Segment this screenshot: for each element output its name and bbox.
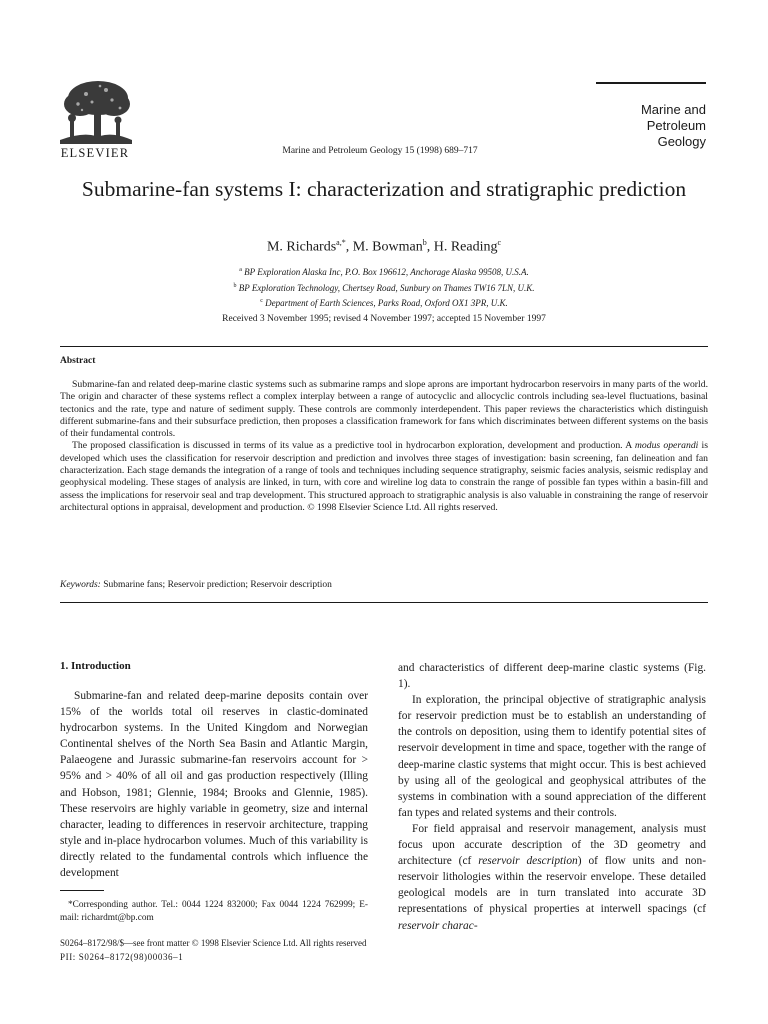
journal-brand xyxy=(596,102,706,150)
footnote: *Corresponding author. Tel.: 0044 1224 832000; Fax 0044 1224 762999; E-mail: richardmt@bp.com xyxy=(60,900,368,923)
affiliation xyxy=(60,280,708,296)
keywords xyxy=(60,580,708,590)
affiliations xyxy=(60,264,708,311)
affiliation-text: BP Exploration Alaska Inc, P.O. Box 196612, Anchorage Alaska 99508, U.S.A. xyxy=(244,267,529,277)
body-paragraph xyxy=(398,821,706,934)
pii-line: PII: S0264–8172(98)00036–1 xyxy=(60,952,184,962)
affiliation-text: Department of Earth Sciences, Parks Road, Oxford OX1 3PR, U.K. xyxy=(265,298,508,308)
publisher-name: ELSEVIER xyxy=(60,146,130,160)
author-sup: c xyxy=(497,238,502,247)
author-name: M. Bowman xyxy=(352,239,423,255)
italic-term: reservoir charac- xyxy=(398,919,478,932)
author-sep: , xyxy=(426,239,434,255)
article-title: Submarine-fan systems I: characterization and stratigraphic prediction xyxy=(81,177,687,201)
divider xyxy=(60,346,708,347)
affiliation-sup: a xyxy=(239,267,242,273)
text-span: is developed which uses the classification for reservoir description and prediction and involves three stages of investigation: basin screening, fan delineation and fan characterization. Each stage demands the integration of a range of tools and techniques including sequence stratigraphy, seismic facies analysis, seismic redisplay and geophysical modeling. These stages of analysis are linked, in turn, with core and wireline log data to constrain the range of possible fan types within a basin-fill and assess the implications for reservoir seal and trap development. This structured approach to stratigraphic analysis is also valuable in constraining the range of reservoir architectural options in appraisal, development and production. © 1998 Elsevier Science Ltd. All rights reserved. xyxy=(60,440,709,513)
copyright-line: S0264–8172/98/$—see front matter © 1998 Elsevier Science Ltd. All rights reserved xyxy=(60,938,367,948)
section-heading: 1. Introduction xyxy=(60,660,131,672)
left-column xyxy=(60,688,368,881)
body-paragraph: and characteristics of different deep-marine clastic systems (Fig. 1). xyxy=(398,662,706,691)
author-list xyxy=(60,238,708,256)
text-span: For field appraisal and reservoir management, analysis must focus upon accurate description of the 3D geometry and architecture (cf xyxy=(398,822,706,868)
affiliation-sup: c xyxy=(260,298,263,304)
right-column xyxy=(398,660,706,934)
abstract-paragraph: Submarine-fan and related deep-marine clastic systems such as submarine ramps and slope aprons are important hydrocarbon reservoirs in many parts of the world. The origin and character of these systems reflect a complex interplay between a range of autocyclic and allocyclic controls including sea-level fluctuations, basinal tectonics and the rate, type and nature of sediment supply. These controls are commonly interdependent. This paper reviews the characteristics which distinguish different submarine-fans and their subsurface prediction, then proposes a classification framework for fans which discriminates between different systems on the basis of their fundamental controls. xyxy=(60,379,708,440)
author-sep: , xyxy=(345,239,353,255)
abstract-heading: Abstract xyxy=(60,356,96,366)
body-paragraph: Submarine-fan and related deep-marine deposits contain over 15% of the worlds total oil reserves in clastic-dominated hydrocarbon systems. In the United Kingdom and Norwegian Continental shelves of the North Sea Basin and Atlantic Margin, Palaeogene and Jurassic submarine-fan reservoirs account for > 95% and > 40% of all oil and gas production respectively (Illing and Hobson, 1981; Glennie, 1984; Brooks and Glennie, 1985). These reservoirs are highly variable in geometry, size and internal character, leading to differences in reservoir architecture, trapping style and in-place hydrocarbon volumes. Much of this variability is directly related to the fundamental controls which influence the development xyxy=(60,690,368,880)
keywords-label: Keywords: xyxy=(60,580,101,590)
affiliation xyxy=(60,295,708,311)
affiliation xyxy=(60,264,708,280)
body-paragraph: In exploration, the principal objective of stratigraphic analysis for reservoir prediction must be to establish an understanding of the controls on deposition, using them to identify potential sites of reservoir development in time and space, together with the range of deep-marine clastic systems that might occur. This is best achieved by using all of the geological and geophysical attributes of the systems in combination with a sound appreciation of the different fan types and related systems and their controls. xyxy=(398,694,706,819)
affiliation-text: BP Exploration Technology, Chertsey Road, Sunbury on Thames TW16 7LN, U.K. xyxy=(238,282,535,293)
author-sup: a,* xyxy=(336,238,346,247)
italic-term: reservoir description xyxy=(478,855,578,868)
brand-rule xyxy=(596,82,706,84)
journal-brand-line1: Marine and xyxy=(640,102,706,117)
footnote-rule xyxy=(60,890,104,891)
keywords-text: Submarine fans; Reservoir prediction; Reservoir description xyxy=(103,580,332,590)
text-span: ) of flow units and non-reservoir lithologies within the reservoir envelope. These detailed geological models are in turn translated into accurate 3D representations of physical properties at interwell spacings (cf xyxy=(398,855,706,916)
abstract-body xyxy=(60,379,708,514)
author-sup: b xyxy=(422,238,427,247)
text-span: The proposed classification is discussed in terms of its value as a predictive tool in hydrocarbon exploration, development and production. A xyxy=(72,440,635,452)
author-name: H. Reading xyxy=(433,239,498,255)
author-name: M. Richards xyxy=(266,239,337,255)
received-dates: Received 3 November 1995; revised 4 November 1997; accepted 15 November 1997 xyxy=(222,314,546,324)
divider xyxy=(60,602,708,603)
journal-brand-line2: Petroleum Geology xyxy=(646,118,706,149)
abstract-paragraph xyxy=(60,440,708,514)
italic-term: modus operandi xyxy=(634,440,699,452)
affiliation-sup: b xyxy=(233,282,237,289)
journal-citation: Marine and Petroleum Geology 15 (1998) 689–717 xyxy=(282,146,478,156)
